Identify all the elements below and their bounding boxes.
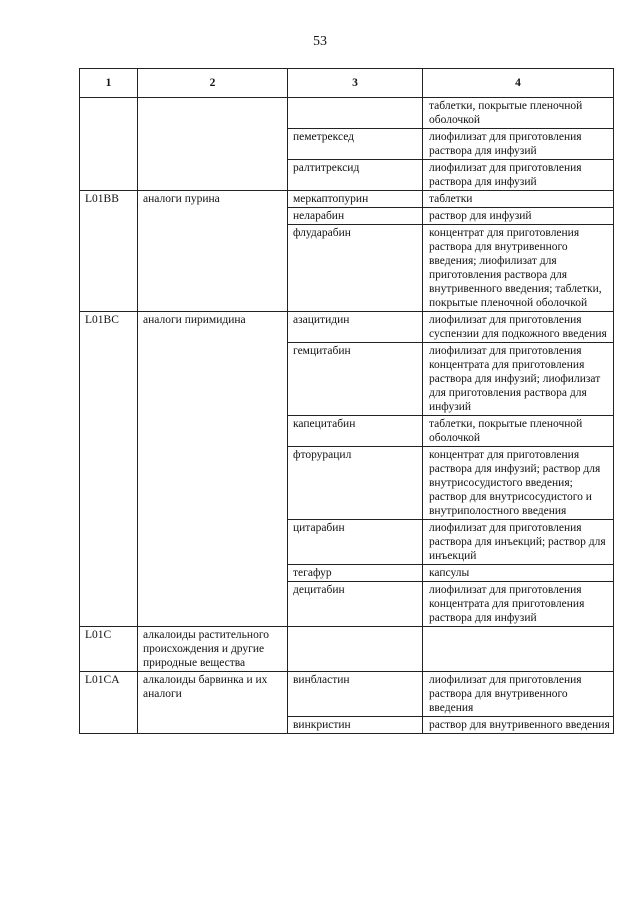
dosage-form-cell: таблетки, покрытые пленочной оболочкой — [423, 416, 614, 447]
atc-code-cell: L01CA — [80, 672, 138, 734]
dosage-form-cell: лиофилизат для приготовления суспензии для подкожного введения — [423, 312, 614, 343]
atc-code-cell: L01BC — [80, 312, 138, 627]
dosage-form-cell — [423, 627, 614, 672]
drug-name-cell: азацитидин — [288, 312, 423, 343]
drug-name-cell — [288, 627, 423, 672]
dosage-form-cell: капсулы — [423, 565, 614, 582]
drug-name-cell: винбластин — [288, 672, 423, 717]
group-name-cell: алкалоиды барвинка и их аналоги — [138, 672, 288, 734]
drug-name-cell: пеметрексед — [288, 129, 423, 160]
table-row — [80, 627, 614, 672]
atc-code-cell: L01C — [80, 627, 138, 672]
dosage-form-cell: лиофилизат для приготовления раствора для внутривенного введения — [423, 672, 614, 717]
dosage-form-cell: раствор для внутривенного введения — [423, 717, 614, 734]
dosage-form-cell: лиофилизат для приготовления раствора для инъекций; раствор для инъекций — [423, 520, 614, 565]
dosage-form-cell: таблетки — [423, 191, 614, 208]
drug-name-cell: винкристин — [288, 717, 423, 734]
dosage-form-cell: раствор для инфузий — [423, 208, 614, 225]
dosage-form-cell: лиофилизат для приготовления концентрата для приготовления раствора для инфузий; лиофилизат для приготовления раствора для инфузий — [423, 343, 614, 416]
header-col-3: 3 — [288, 69, 423, 98]
group-name-cell: аналоги пиримидина — [138, 312, 288, 627]
drug-name-cell: гемцитабин — [288, 343, 423, 416]
header-col-4: 4 — [423, 69, 614, 98]
drug-table — [79, 68, 614, 734]
drug-name-cell: тегафур — [288, 565, 423, 582]
table-header-row — [80, 69, 614, 98]
table-row — [80, 191, 614, 208]
table-row — [80, 672, 614, 717]
drug-name-cell: децитабин — [288, 582, 423, 627]
dosage-form-cell: таблетки, покрытые пленочной оболочкой — [423, 98, 614, 129]
group-name-cell — [138, 98, 288, 191]
drug-name-cell: фторурацил — [288, 447, 423, 520]
atc-code-cell — [80, 98, 138, 191]
drug-name-cell: меркаптопурин — [288, 191, 423, 208]
atc-code-cell: L01BB — [80, 191, 138, 312]
drug-name-cell — [288, 98, 423, 129]
dosage-form-cell: лиофилизат для приготовления раствора для инфузий — [423, 129, 614, 160]
drug-name-cell: неларабин — [288, 208, 423, 225]
header-col-2: 2 — [138, 69, 288, 98]
group-name-cell: аналоги пурина — [138, 191, 288, 312]
table-row — [80, 98, 614, 129]
header-col-1: 1 — [80, 69, 138, 98]
drug-name-cell: флударабин — [288, 225, 423, 312]
dosage-form-cell: концентрат для приготовления раствора для внутривенного введения; лиофилизат для приготовления раствора для внутривенного введения; таблетки, покрытые пленочной оболочкой — [423, 225, 614, 312]
drug-name-cell: цитарабин — [288, 520, 423, 565]
group-name-cell: алкалоиды растительного происхождения и другие природные вещества — [138, 627, 288, 672]
dosage-form-cell: лиофилизат для приготовления раствора для инфузий — [423, 160, 614, 191]
table-row — [80, 312, 614, 343]
drug-name-cell: капецитабин — [288, 416, 423, 447]
dosage-form-cell: лиофилизат для приготовления концентрата для приготовления раствора для инфузий — [423, 582, 614, 627]
dosage-form-cell: концентрат для приготовления раствора для инфузий; раствор для внутрисосудистого введения; раствор для внутрисосудистого и внутриполостного введения — [423, 447, 614, 520]
page-number: 53 — [313, 34, 327, 49]
drug-name-cell: ралтитрексид — [288, 160, 423, 191]
